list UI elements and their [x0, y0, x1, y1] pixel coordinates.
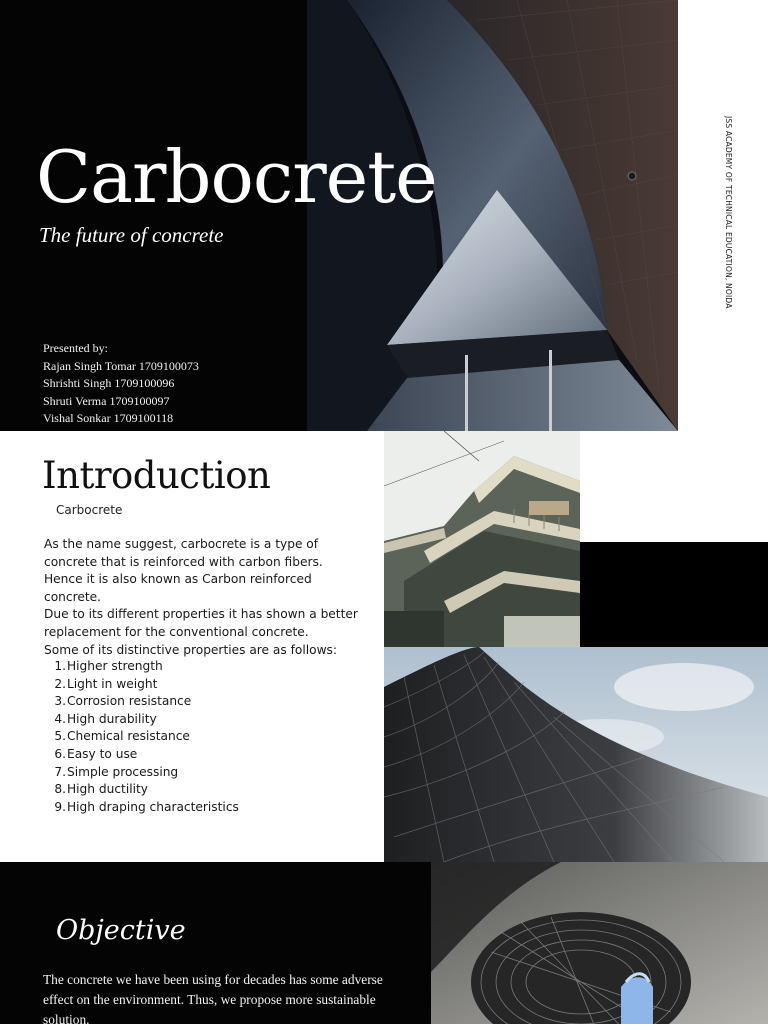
introduction-body — [44, 536, 364, 659]
list-item — [52, 676, 239, 694]
list-item-text: Higher strength — [67, 659, 163, 673]
introduction-title: Introduction — [42, 454, 271, 497]
list-item-text: High draping characteristics — [67, 799, 239, 814]
presenter-name: Rajan Singh Tomar 1709100073 — [43, 358, 199, 373]
list-item-text: High ductility — [67, 782, 148, 797]
cover-subtitle: The future of concrete — [39, 223, 224, 247]
list-item — [52, 693, 239, 711]
list-item — [52, 781, 239, 799]
list-item-text: Chemical resistance — [67, 729, 190, 744]
building-balconies-photo — [384, 431, 580, 647]
objective-body: The concrete we have been using for decades has some adverse effect on the environment. Thus, we propose more sustainable solution. — [43, 972, 383, 1027]
list-item-text: High durability — [67, 711, 157, 726]
list-item-number: 9. — [54, 799, 66, 814]
introduction-kicker: Carbocrete — [56, 503, 123, 517]
list-item-text: Easy to use — [67, 746, 138, 761]
list-item-text: Simple processing — [67, 764, 179, 779]
presented-by-label: Presented by: — [43, 341, 108, 355]
list-item — [52, 764, 239, 782]
institution-name: JSS ACADEMY OF TECHNICAL EDUCATION, NOIDA — [724, 116, 733, 309]
list-item — [52, 711, 239, 729]
list-item — [52, 799, 239, 817]
list-item-text: Corrosion resistance — [67, 694, 192, 709]
presenter-name: Shruti Verma 1709100097 — [43, 393, 170, 408]
introduction-paragraph: Some of its distinctive properties are as follows: — [44, 642, 337, 657]
list-item-text: Light in weight — [67, 676, 158, 691]
presenter-name: Vishal Sonkar 1709100118 — [43, 411, 174, 425]
list-item-number: 7. — [54, 764, 66, 779]
list-item-number: 4. — [54, 711, 66, 726]
list-item-number: 8. — [54, 782, 66, 797]
cover-title: Carbocrete — [36, 135, 437, 219]
list-item — [52, 658, 239, 676]
carbon-mesh-roll-photo — [431, 862, 768, 1024]
decorative-black-block — [580, 542, 768, 647]
list-item-number: 3. — [54, 694, 66, 709]
presenters-block — [43, 340, 199, 428]
list-item — [52, 728, 239, 746]
list-item-number: 6. — [54, 746, 66, 761]
list-item-number: 2. — [54, 676, 66, 691]
properties-list — [52, 658, 239, 816]
list-item-number: 1. — [54, 659, 66, 673]
introduction-paragraph: Due to its different properties it has shown a better replacement for the conventional concrete. — [44, 607, 358, 639]
introduction-paragraph: As the name suggest, carbocrete is a type of concrete that is reinforced with carbon fibers. Hence it is also known as Carbon reinforced concrete. — [44, 537, 323, 604]
presenter-name: Shrishti Singh 1709100096 — [43, 376, 175, 390]
list-item — [52, 746, 239, 764]
carbon-mesh-photo — [384, 647, 768, 862]
objective-title: Objective — [56, 915, 186, 946]
list-item-number: 5. — [54, 729, 66, 744]
